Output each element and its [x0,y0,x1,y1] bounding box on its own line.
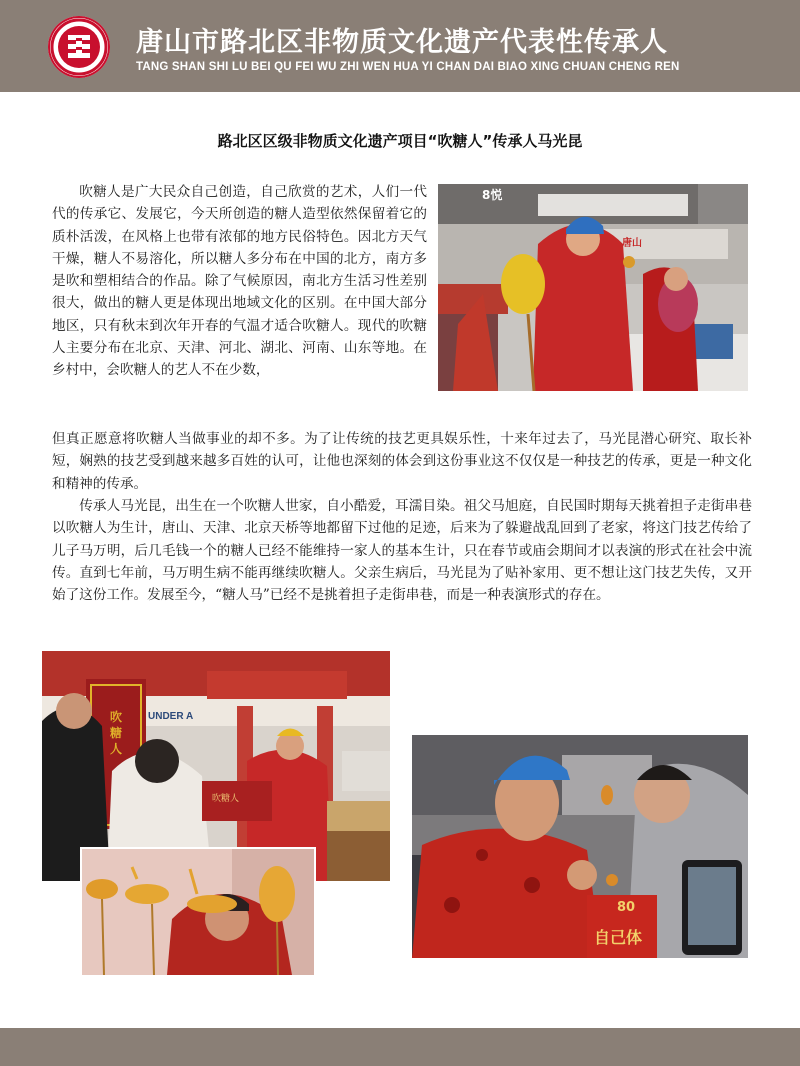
photo-sign-text: 8悦 [482,188,503,202]
header-title-chinese: 唐山市路北区非物质文化遗产代表性传承人 [136,27,668,58]
sign-caption-text: 自己体 [594,928,643,947]
heritage-seal-icon [48,16,110,78]
shop-sign-text: UNDER A [148,711,194,722]
photo-artisan-closeup [412,735,748,958]
photo-sugar-figures [80,847,316,977]
photo-artisan-at-booth [438,184,748,391]
paragraph-1-top: 吹糖人是广大民众自己创造，自己欣赏的艺术，人们一代代的传承它、发展它，今天所创造的糖人造型依然保留着它的质朴活泼，在风格上也带有浓郁的地方民俗特色。因北方天气干燥，糖人不易溶化，所以糖人多分布在中国的北方，南方多是吹和塑相结合的作品。除了气候原因，南北方生活习性差别很大，做出的糖人更是体现出地域文化的区别。在中国大部分地区，只有秋末到次年开春的气温才适合吹糖人。现代的吹糖人主要分布在北京、天津、河北、湖北、河南、山东等地。在乡村中，会吹糖人的艺人不在少数， [52,184,427,379]
banner-vertical-text: 吹糖人 [110,710,123,756]
sign-number-text: 80 [617,900,636,915]
header-title-pinyin: TANG SHAN SHI LU BEI QU FEI WU ZHI WEN HUA YI CHAN DAI BIAO XING CHUAN CHENG REN [136,61,680,73]
paragraph-1-continued: 但真正愿意将吹糖人当做事业的却不多。为了让传统的技艺更具娱乐性，十来年过去了，马光昆潜心研究、取长补短，娴熟的技艺受到越来越多百姓的认可，让他也深刻的体会到这份事业这不仅仅是一种技艺的传承，更是一种文化和精神的传承。 [52,431,752,492]
footer-bar [0,1028,800,1066]
paragraph-2: 传承人马光昆，出生在一个吹糖人世家，自小酷爱，耳濡目染。祖父马旭庭，自民国时期每天挑着担子走街串巷以吹糖人为生计，唐山、天津、北京天桥等地都留下过他的足迹，后来为了躲避战乱回到了老家，将这门技艺传给了儿子马万明，后几毛钱一个的糖人已经不能维持一家人的基本生计，只在春节或庙会期间才以表演的形式在社会中流传。直到七年前，马万明生病不能再继续吹糖人。父亲生病后，马光昆为了贴补家用、更不想让这门技艺失传，又开始了这份工作。发展至今，“糖人马”已经不是挑着担子走街串巷，而是一种表演形式的存在。 [52,498,752,604]
article-title: 路北区区级非物质文化遗产项目“吹糖人”传承人马光昆 [217,132,583,150]
booth-sign-text: 唐山 [622,238,642,249]
booth-tag-text: 吹糖人 [212,794,240,804]
header-bar [0,0,800,92]
